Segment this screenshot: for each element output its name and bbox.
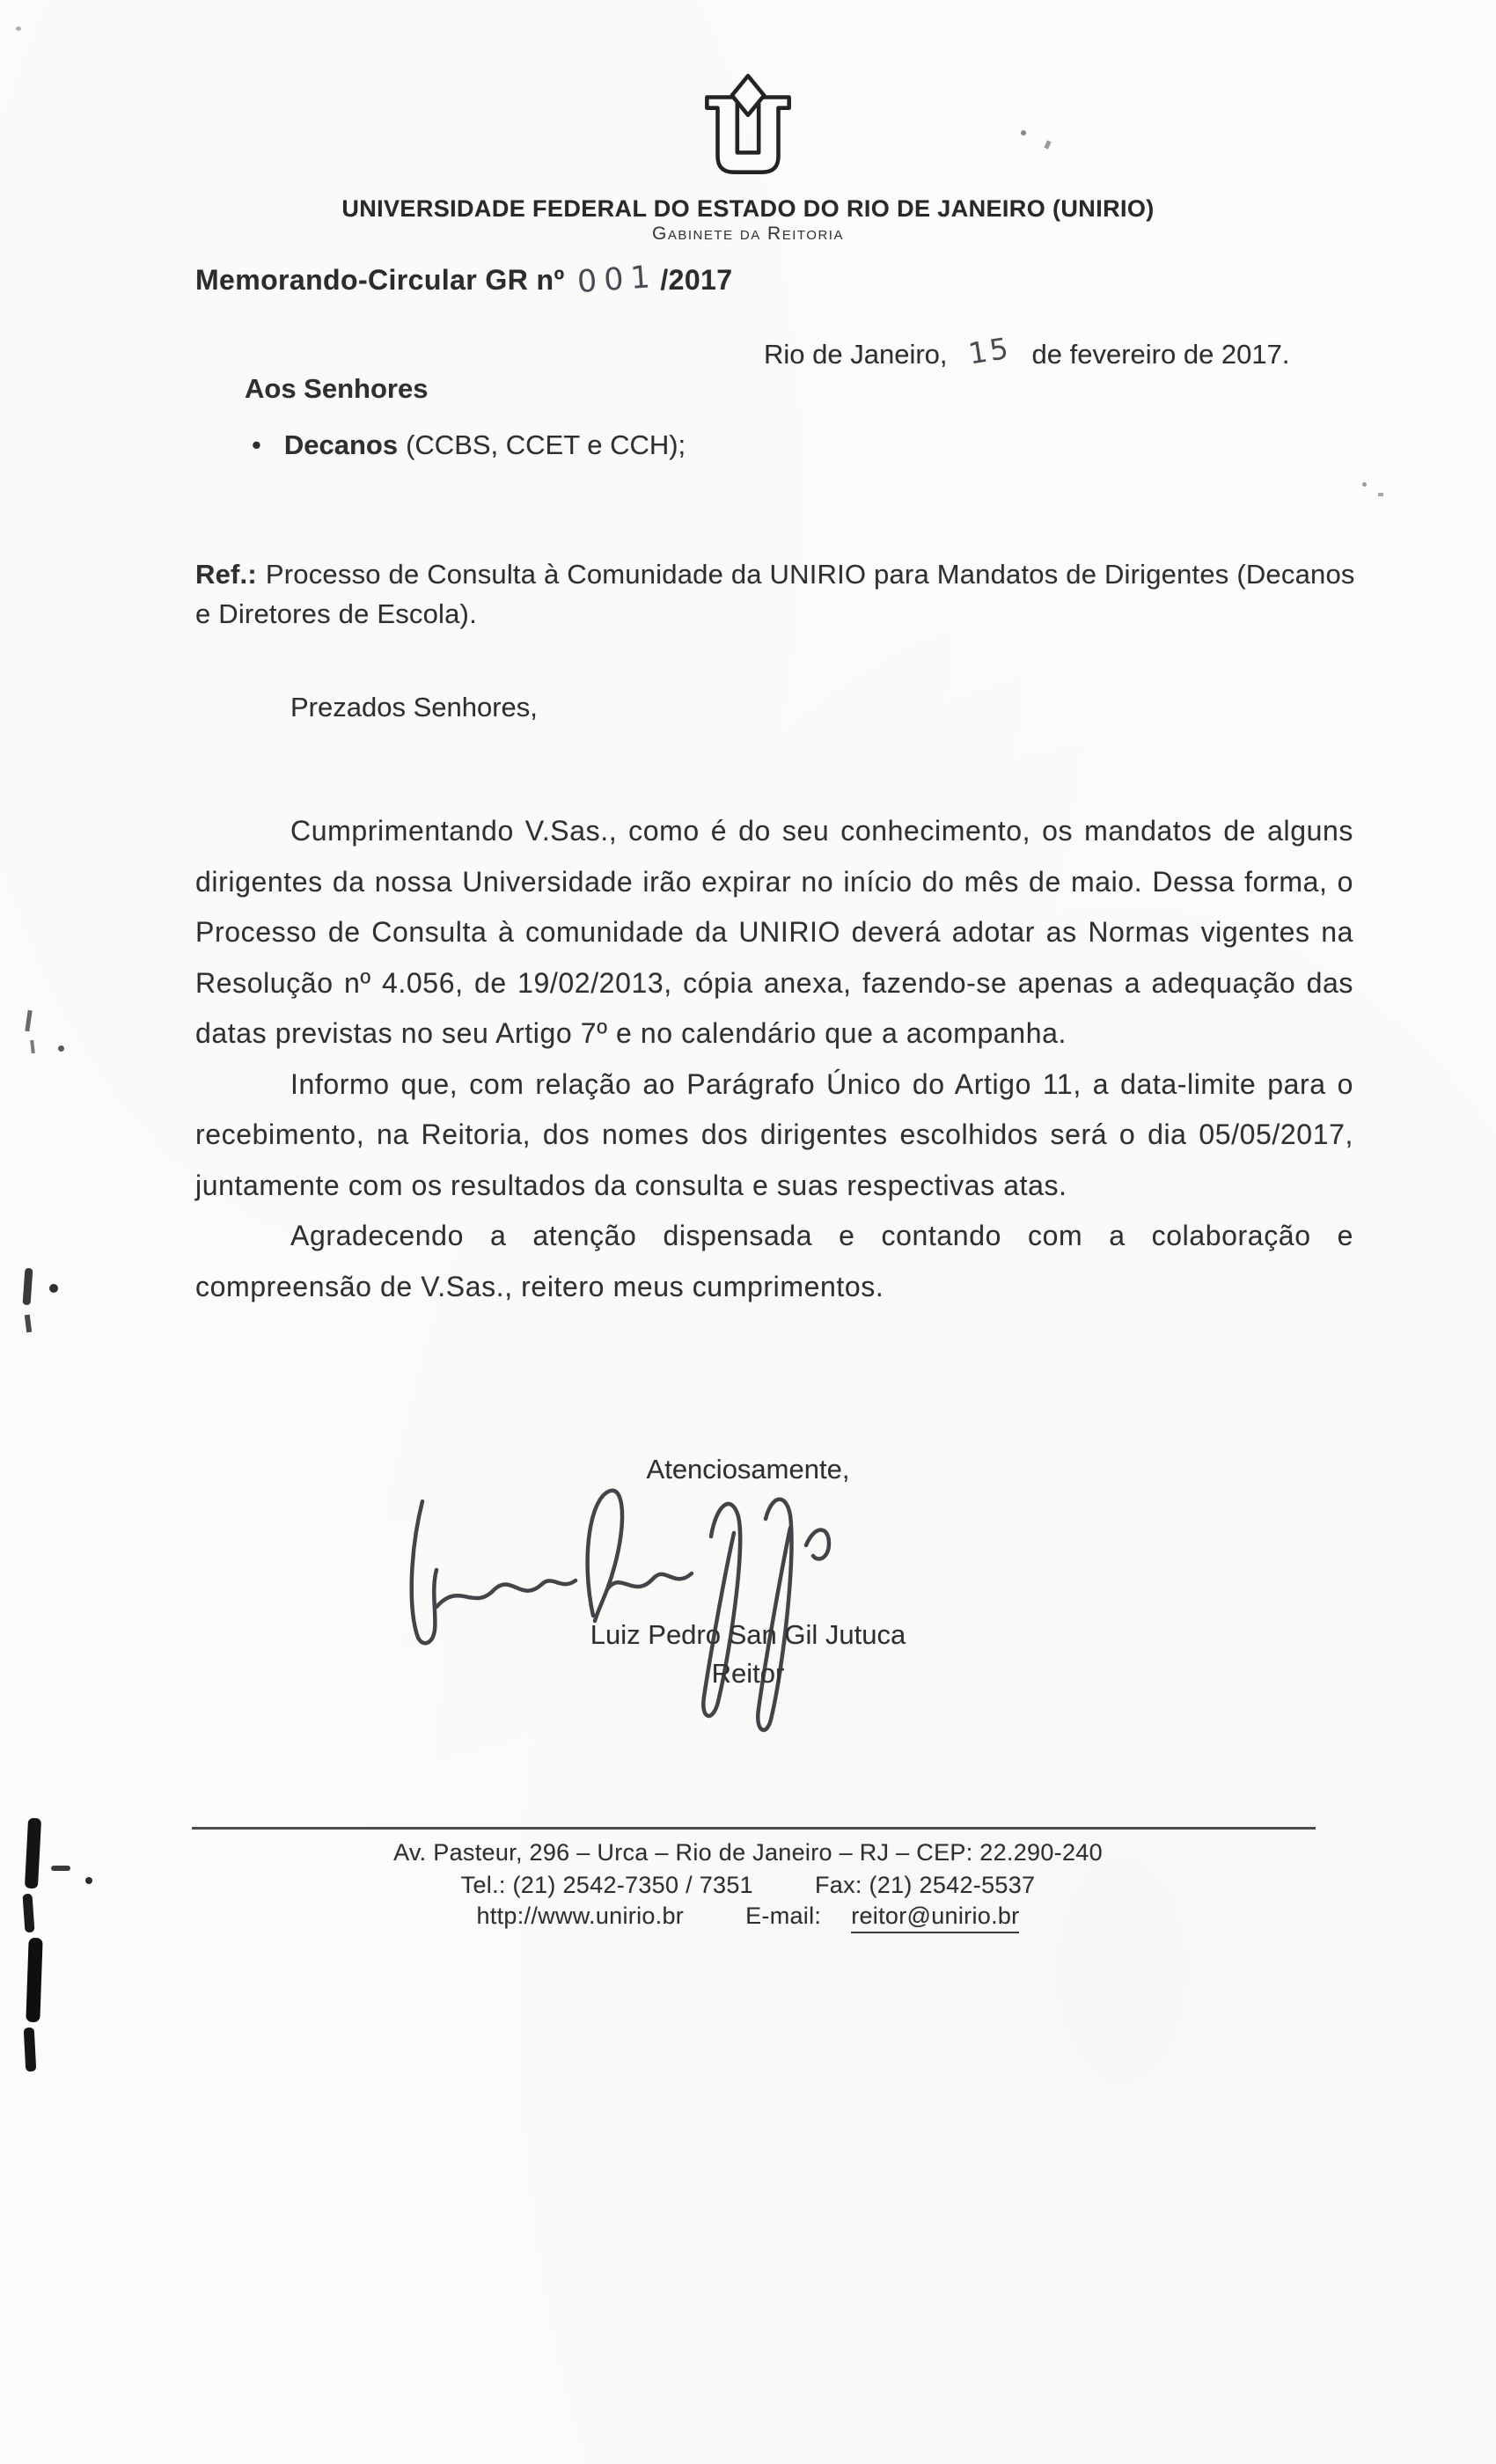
signatory-name: Luiz Pedro San Gil Jutuca	[590, 1619, 906, 1650]
footer-telephone: Tel.: (21) 2542-7350 / 7351	[460, 1872, 753, 1898]
scan-artifact	[26, 1938, 42, 2023]
footer-website: http://www.unirio.br	[476, 1903, 685, 1929]
footer-address: Av. Pasteur, 296 – Urca – Rio de Janeiro – RJ – CEP: 22.290-240	[393, 1839, 1103, 1866]
recipient-name: Decanos	[283, 429, 399, 460]
letter-body	[195, 806, 1353, 1312]
bullet-icon: •	[252, 429, 261, 460]
reference-line	[195, 554, 1355, 634]
reference-text: Processo de Consulta à Comunidade da UNIRIO para Mandatos de Dirigentes (Decanos e Diretores de Escola).	[195, 559, 1355, 629]
memo-prefix: Memorando-Circular GR nº	[195, 264, 565, 296]
memo-year: /2017	[660, 264, 733, 296]
footer-web-line	[0, 1903, 1496, 1933]
scan-artifact	[23, 1268, 33, 1306]
scan-artifact	[25, 1010, 32, 1031]
body-paragraph-3: Agradecendo a atenção dispensada e contando com a colaboração e compreensão de V.Sas., reitero meus cumprimentos.	[195, 1220, 1353, 1302]
scan-artifact	[1044, 140, 1051, 149]
signature-scribble-icon	[396, 1475, 889, 1748]
dateline-city: Rio de Janeiro,	[764, 339, 948, 370]
scan-artifact	[1362, 482, 1367, 487]
closing: Atenciosamente,	[646, 1454, 850, 1485]
footer-email-label: E-mail:	[745, 1903, 822, 1929]
body-paragraph-2: Informo que, com relação ao Parágrafo Único do Artigo 11, a data-limite para o recebimento, na Reitoria, dos nomes dos dirigentes escolhidos será o dia 05/05/2017, juntamente com os resultados da consulta e suas respectivas atas.	[195, 1067, 1353, 1201]
recipient-detail: (CCBS, CCET e CCH);	[406, 429, 686, 460]
greeting: Prezados Senhores,	[290, 692, 538, 722]
reference-label: Ref.:	[195, 559, 257, 590]
scan-artifact	[25, 1315, 32, 1333]
scan-artifact	[24, 2028, 37, 2072]
body-paragraph-1: Cumprimentando V.Sas., como é do seu conhecimento, os mandatos de alguns dirigentes da nossa Universidade irão expirar no início do mês de maio. Dessa forma, o Processo de Consulta à comunidade da UNIRIO deverá adotar as Normas vigentes na Resolução nº 4.056, de 19/02/2013, cópia anexa, fazendo-se apenas a adequação das datas previstas no seu Artigo 7º e no calendário que a acompanha.	[195, 815, 1353, 1049]
recipient-item	[252, 429, 686, 461]
unirio-logo-icon	[686, 74, 810, 181]
footer-email: reitor@unirio.br	[851, 1903, 1019, 1933]
scan-artifact	[16, 26, 21, 31]
memo-number-line	[195, 259, 733, 301]
dateline-rest: de fevereiro de 2017.	[1031, 339, 1290, 370]
scan-artifact	[22, 1894, 34, 1933]
scan-artifact	[51, 1866, 70, 1871]
scan-artifact	[30, 1040, 35, 1053]
signatory-title: Reitor	[711, 1658, 785, 1689]
scan-artifact	[58, 1045, 64, 1052]
office-name: Gabinete da Reitoria	[652, 224, 844, 244]
date-day-handwritten: 15	[965, 330, 1013, 371]
dateline	[764, 330, 1290, 371]
footer-fax: Fax: (21) 2542-5537	[814, 1872, 1036, 1898]
memo-number-handwritten: 001	[576, 259, 658, 301]
recipients-salutation: Aos Senhores	[245, 373, 429, 404]
scan-artifact	[85, 1877, 92, 1884]
scan-artifact	[1378, 493, 1383, 496]
footer-rule	[192, 1827, 1316, 1830]
scan-artifact	[49, 1284, 58, 1293]
scan-artifact	[1021, 130, 1026, 136]
university-name: UNIVERSIDADE FEDERAL DO ESTADO DO RIO DE JANEIRO (UNIRIO)	[341, 195, 1155, 222]
footer-phones	[0, 1872, 1496, 1899]
